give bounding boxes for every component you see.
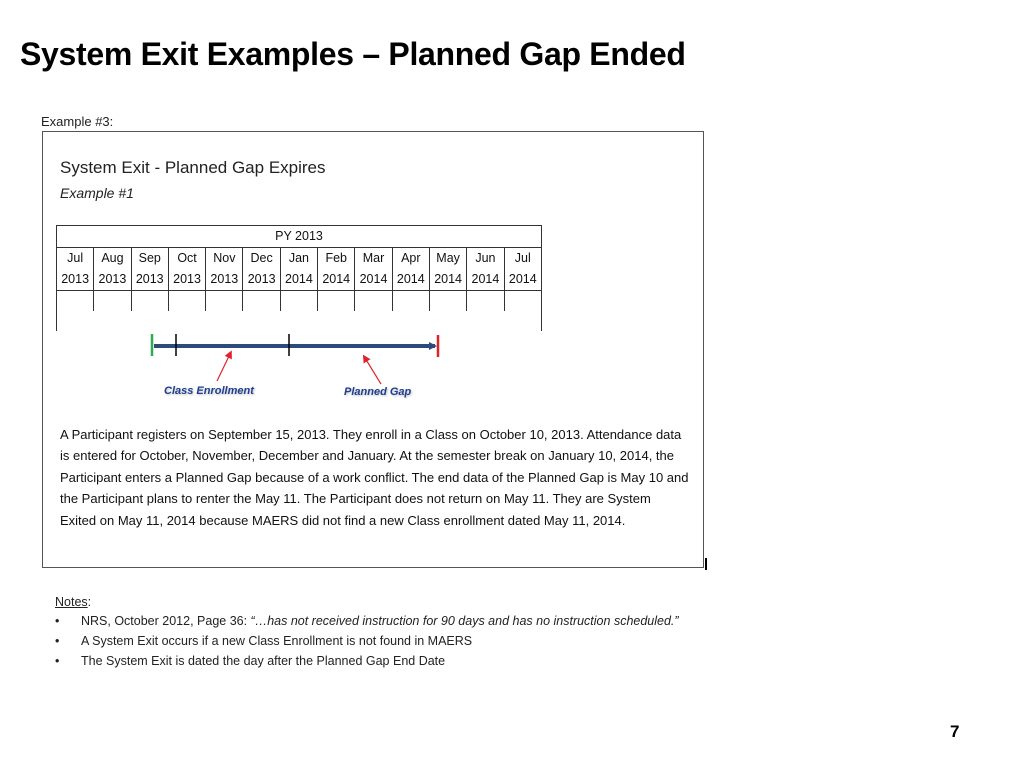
month-cell: Dec [243, 248, 280, 270]
year-cell: 2014 [467, 269, 504, 291]
planned-gap-label: Planned Gap [344, 386, 412, 398]
enrollment-callout-arrow [217, 354, 230, 381]
notes-list [55, 611, 679, 671]
year-cell: 2014 [429, 269, 466, 291]
note-item [55, 611, 679, 631]
slide-title: System Exit Examples – Planned Gap Ended [20, 36, 686, 72]
note-source: NRS, October 2012, Page 36: [81, 614, 251, 628]
note-item: • The System Exit is dated the day after the Planned Gap End Date [55, 651, 679, 671]
gap-callout-arrow [365, 358, 381, 384]
month-cell: Jan [280, 248, 317, 270]
month-cell: Nov [206, 248, 243, 270]
month-cell: Apr [392, 248, 429, 270]
notes-heading: Notes [55, 595, 88, 609]
panel-corner-mark [705, 558, 707, 570]
year-cell: 2013 [94, 269, 131, 291]
note-quote: “…has not received instruction for 90 days and has no instruction scheduled.” [250, 614, 679, 628]
class-enrollment-label: Class Enrollment [164, 385, 254, 397]
month-cell: Sep [131, 248, 168, 270]
panel-title: System Exit - Planned Gap Expires [60, 158, 326, 177]
month-cell: May [429, 248, 466, 270]
month-cell: Aug [94, 248, 131, 270]
notes-heading-colon: : [87, 595, 92, 609]
notes-section [55, 595, 679, 671]
year-cell: 2014 [504, 269, 541, 291]
year-cell: 2014 [392, 269, 429, 291]
month-cell: Oct [168, 248, 205, 270]
year-cell: 2013 [131, 269, 168, 291]
program-year-header: PY 2013 [57, 226, 542, 248]
year-cell: 2014 [355, 269, 392, 291]
year-cell: 2014 [318, 269, 355, 291]
year-cell: 2013 [57, 269, 94, 291]
month-cell: Jul [504, 248, 541, 270]
month-cell: Feb [318, 248, 355, 270]
month-cell: Jun [467, 248, 504, 270]
example-label: Example #3: [41, 114, 114, 129]
timeline-graphic [43, 132, 703, 422]
note-item: • A System Exit occurs if a new Class Enrollment is not found in MAERS [55, 631, 679, 651]
page-number: 7 [950, 722, 960, 741]
example-description: A Participant registers on September 15, 2013. They enroll in a Class on October 10, 2013. Attendance data is entered for October, November, December and January. At the semester break on January 10, 2014, the Participant enters a Planned Gap because of a work conflict. The end data of the Planned Gap is May 10 and the Participant plans to renter the May 11. The Participant does not return on May 11. They are System Exited on May 11, 2014 because MAERS did not find a new Class enrollment dated May 11, 2014. [60, 427, 689, 528]
month-cell: Mar [355, 248, 392, 270]
month-cell: Jul [57, 248, 94, 270]
year-cell: 2013 [243, 269, 280, 291]
year-cell: 2014 [280, 269, 317, 291]
example-panel [42, 131, 704, 568]
year-cell: 2013 [206, 269, 243, 291]
year-cell: 2013 [168, 269, 205, 291]
panel-subtitle: Example #1 [60, 185, 134, 201]
